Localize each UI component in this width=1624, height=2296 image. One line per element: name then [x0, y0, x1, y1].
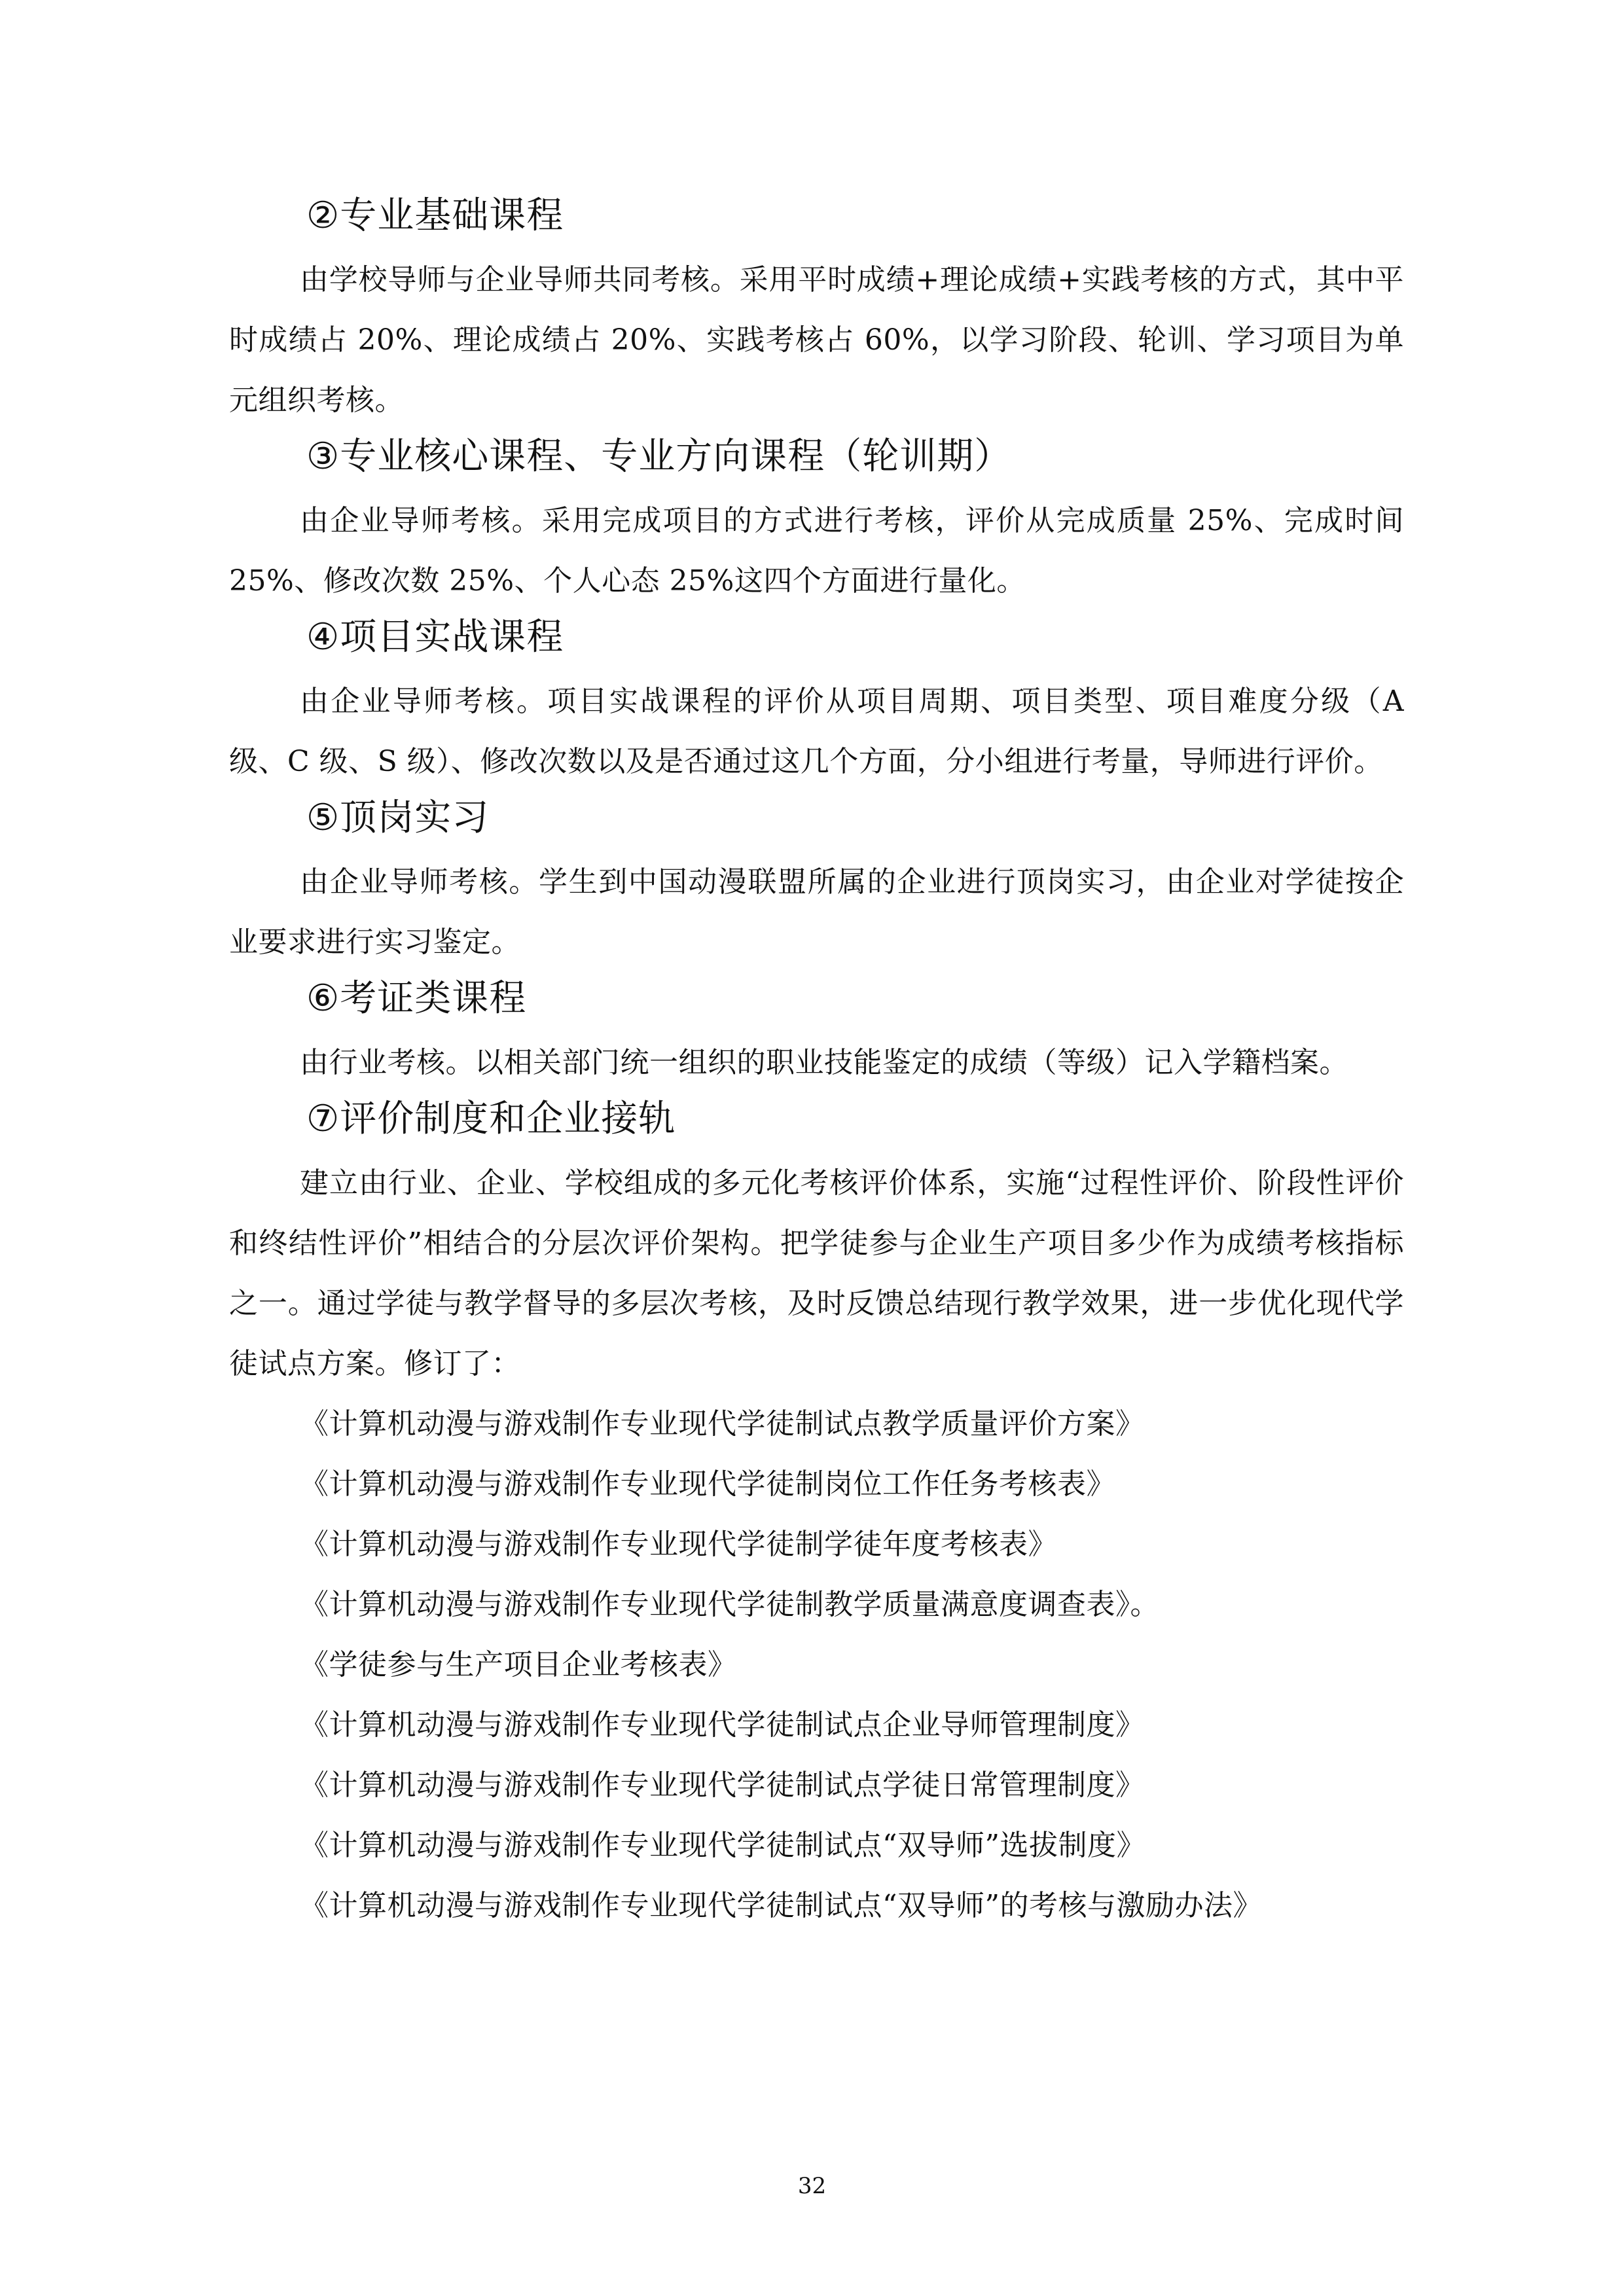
list-item: 《计算机动漫与游戏制作专业现代学徒制试点教学质量评价方案》	[300, 1407, 1145, 1441]
page-number: 32	[797, 2173, 827, 2199]
list-item: 《计算机动漫与游戏制作专业现代学徒制试点学徒日常管理制度》	[300, 1768, 1145, 1802]
list-item: 《计算机动漫与游戏制作专业现代学徒制教学质量满意度调查表》。	[300, 1588, 1159, 1621]
list-item: 《学徒参与生产项目企业考核表》	[300, 1648, 737, 1681]
list-item: 《计算机动漫与游戏制作专业现代学徒制学徒年度考核表》	[300, 1528, 1057, 1561]
list-item: 《计算机动漫与游戏制作专业现代学徒制试点企业导师管理制度》	[300, 1708, 1145, 1742]
section-body-core-courses: 由企业导师考核。采用完成项目的方式进行考核，评价从完成质量 25%、完成时间 25%、修改次数 25%、个人心态 25%这四个方面进行量化。	[229, 504, 1404, 598]
section-heading-core-courses: ③专业核心课程、专业方向课程（轮训期）	[306, 435, 1012, 478]
revised-documents-list	[229, 1394, 1404, 1936]
section-heading-certificate-courses: ⑥考证类课程	[306, 977, 527, 1020]
section-body-evaluation-system: 建立由行业、企业、学校组成的多元化考核评价体系，实施“过程性评价、阶段性评价和终结性评价”相结合的分层次评价架构。把学徒参与企业生产项目多少作为成绩考核指标之一。通过学徒与教学督导的多层次考核，及时反馈总结现行教学效果，进一步优化现代学徒试点方案。修订了：	[229, 1166, 1404, 1380]
section-body-professional-basic-courses: 由学校导师与企业导师共同考核。采用平时成绩+理论成绩+实践考核的方式，其中平时成绩占 20%、理论成绩占 20%、实践考核占 60%，以学习阶段、轮训、学习项目为单元组织考核。	[229, 263, 1404, 417]
list-item: 《计算机动漫与游戏制作专业现代学徒制试点“双导师”选拔制度》	[300, 1829, 1146, 1862]
list-item: 《计算机动漫与游戏制作专业现代学徒制试点“双导师”的考核与激励办法》	[300, 1889, 1262, 1922]
section-heading-project-practice-courses: ④项目实战课程	[306, 616, 564, 658]
section-heading-internship: ⑤顶岗实习	[306, 797, 490, 839]
section-body-internship: 由企业导师考核。学生到中国动漫联盟所属的企业进行顶岗实习，由企业对学徒按企业要求进行实习鉴定。	[229, 865, 1404, 959]
section-heading-professional-basic-courses: ②专业基础课程	[306, 194, 564, 237]
list-item: 《计算机动漫与游戏制作专业现代学徒制岗位工作任务考核表》	[300, 1467, 1115, 1501]
section-body-certificate-courses: 由行业考核。以相关部门统一组织的职业技能鉴定的成绩（等级）记入学籍档案。	[300, 1046, 1348, 1079]
section-heading-evaluation-system: ⑦评价制度和企业接轨	[306, 1098, 676, 1140]
section-body-project-practice-courses: 由企业导师考核。项目实战课程的评价从项目周期、项目类型、项目难度分级（A 级、C 级、S 级）、修改次数以及是否通过这几个方面，分小组进行考量，导师进行评价。	[229, 685, 1404, 778]
page-content	[229, 190, 1404, 1936]
